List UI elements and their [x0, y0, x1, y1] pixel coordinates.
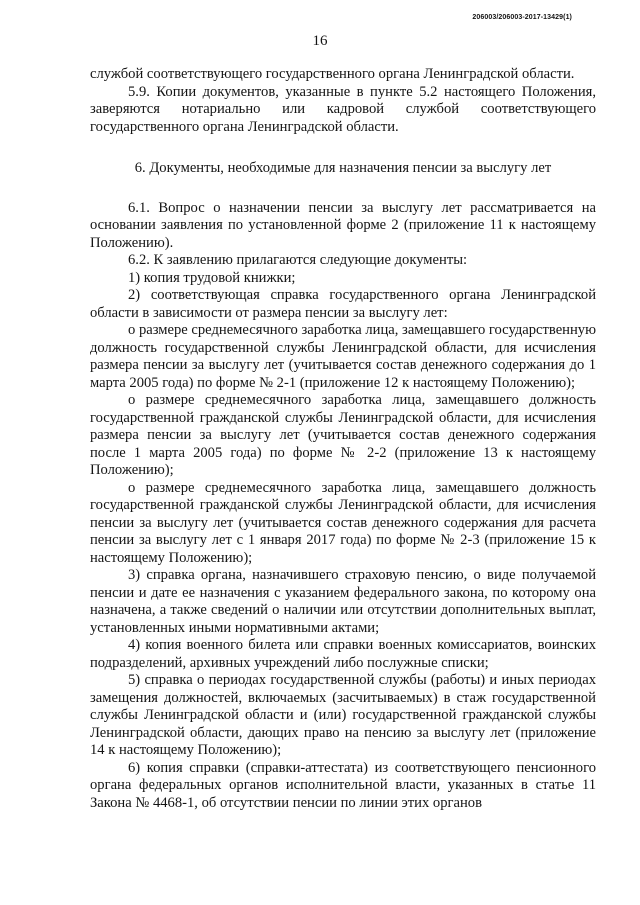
page-number: 16: [312, 33, 328, 49]
list-item-5: 5) справка о периодах государственной службы (работы) и иных периодах замещения должностей, включаемых (засчитываемых) в стаж государственной службы Ленинградской области и (или) государственной гражданской службы Ленинградской области, дающих право на пенсию за выслугу лет (приложение 14 к настоящему Положению);: [90, 672, 596, 758]
list-item-1: 1) копия трудовой книжки;: [128, 269, 296, 286]
paragraph-6-2: 6.2. К заявлению прилагаются следующие документы:: [128, 252, 468, 268]
list-item-4: 4) копия военного билета или справки военных комиссариатов, воинских подразделений, архивных учреждений либо послужные списки;: [90, 637, 596, 671]
section-heading-6: 6. Документы, необходимые для назначения пенсии за выслугу лет: [134, 160, 552, 176]
list-item-3: 3) справка органа, назначившего страховую пенсию, о виде получаемой пенсии и дате ее назначения с указанием федерального закона, по которому она назначена, а также сведений о наличии или отсутствии дополнительных выплат, установленных иными нормативными актами;: [90, 567, 596, 636]
list-subitem-form-2-1: о размере среднемесячного заработка лица, замещавшего государственную должность государственной службы Ленинградской области, для исчисления размера пенсии за выслугу лет (учитывается состав денежного содержания до 1 марта 2005 года) по форме № 2-1 (приложение 12 к настоящему Положению);: [90, 322, 597, 391]
list-item-2: 2) соответствующая справка государственного органа Ленинградской области в зависимости от размера пенсии за выслугу лет:: [90, 287, 596, 321]
document-id: 206003/206003-2017-13429(1): [472, 14, 572, 21]
list-subitem-form-2-2: о размере среднемесячного заработка лица, замещавшего должность государственной гражданской службы Ленинградской области, для исчисления размера пенсии за выслугу лет (учитывается состав денежного содержания после 1 марта 2005 года) по форме № 2-2 (приложение 13 к настоящему Положению);: [90, 392, 596, 478]
paragraph-6-1: 6.1. Вопрос о назначении пенсии за выслугу лет рассматривается на основании заявления по установленной форме 2 (приложение 11 к настоящему Положению).: [90, 199, 596, 251]
list-item-6: 6) копия справки (справки-аттестата) из соответствующего пенсионного органа федеральных органов исполнительной власти, указанных в статье 11 Закона № 4468-1, об отсутствии пенсии по линии этих органов: [90, 759, 596, 811]
paragraph-5-9: 5.9. Копии документов, указанные в пункте 5.2 настоящего Положения, заверяются нотариально или кадровой службой соответствующего государственного органа Ленинградской области.: [90, 83, 596, 135]
paragraph-continuation: службой соответствующего государственного органа Ленинградской области.: [90, 66, 575, 82]
document-body: [90, 66, 596, 812]
list-subitem-form-2-3: о размере среднемесячного заработка лица, замещавшего должность государственной гражданской службы Ленинградской области, для исчисления пенсии за выслугу лет (учитывается состав денежного содержания для расчета пенсии за выслугу лет с 1 января 2017 года) по форме № 2-3 (приложение 15 к настоящему Положению);: [90, 479, 596, 566]
